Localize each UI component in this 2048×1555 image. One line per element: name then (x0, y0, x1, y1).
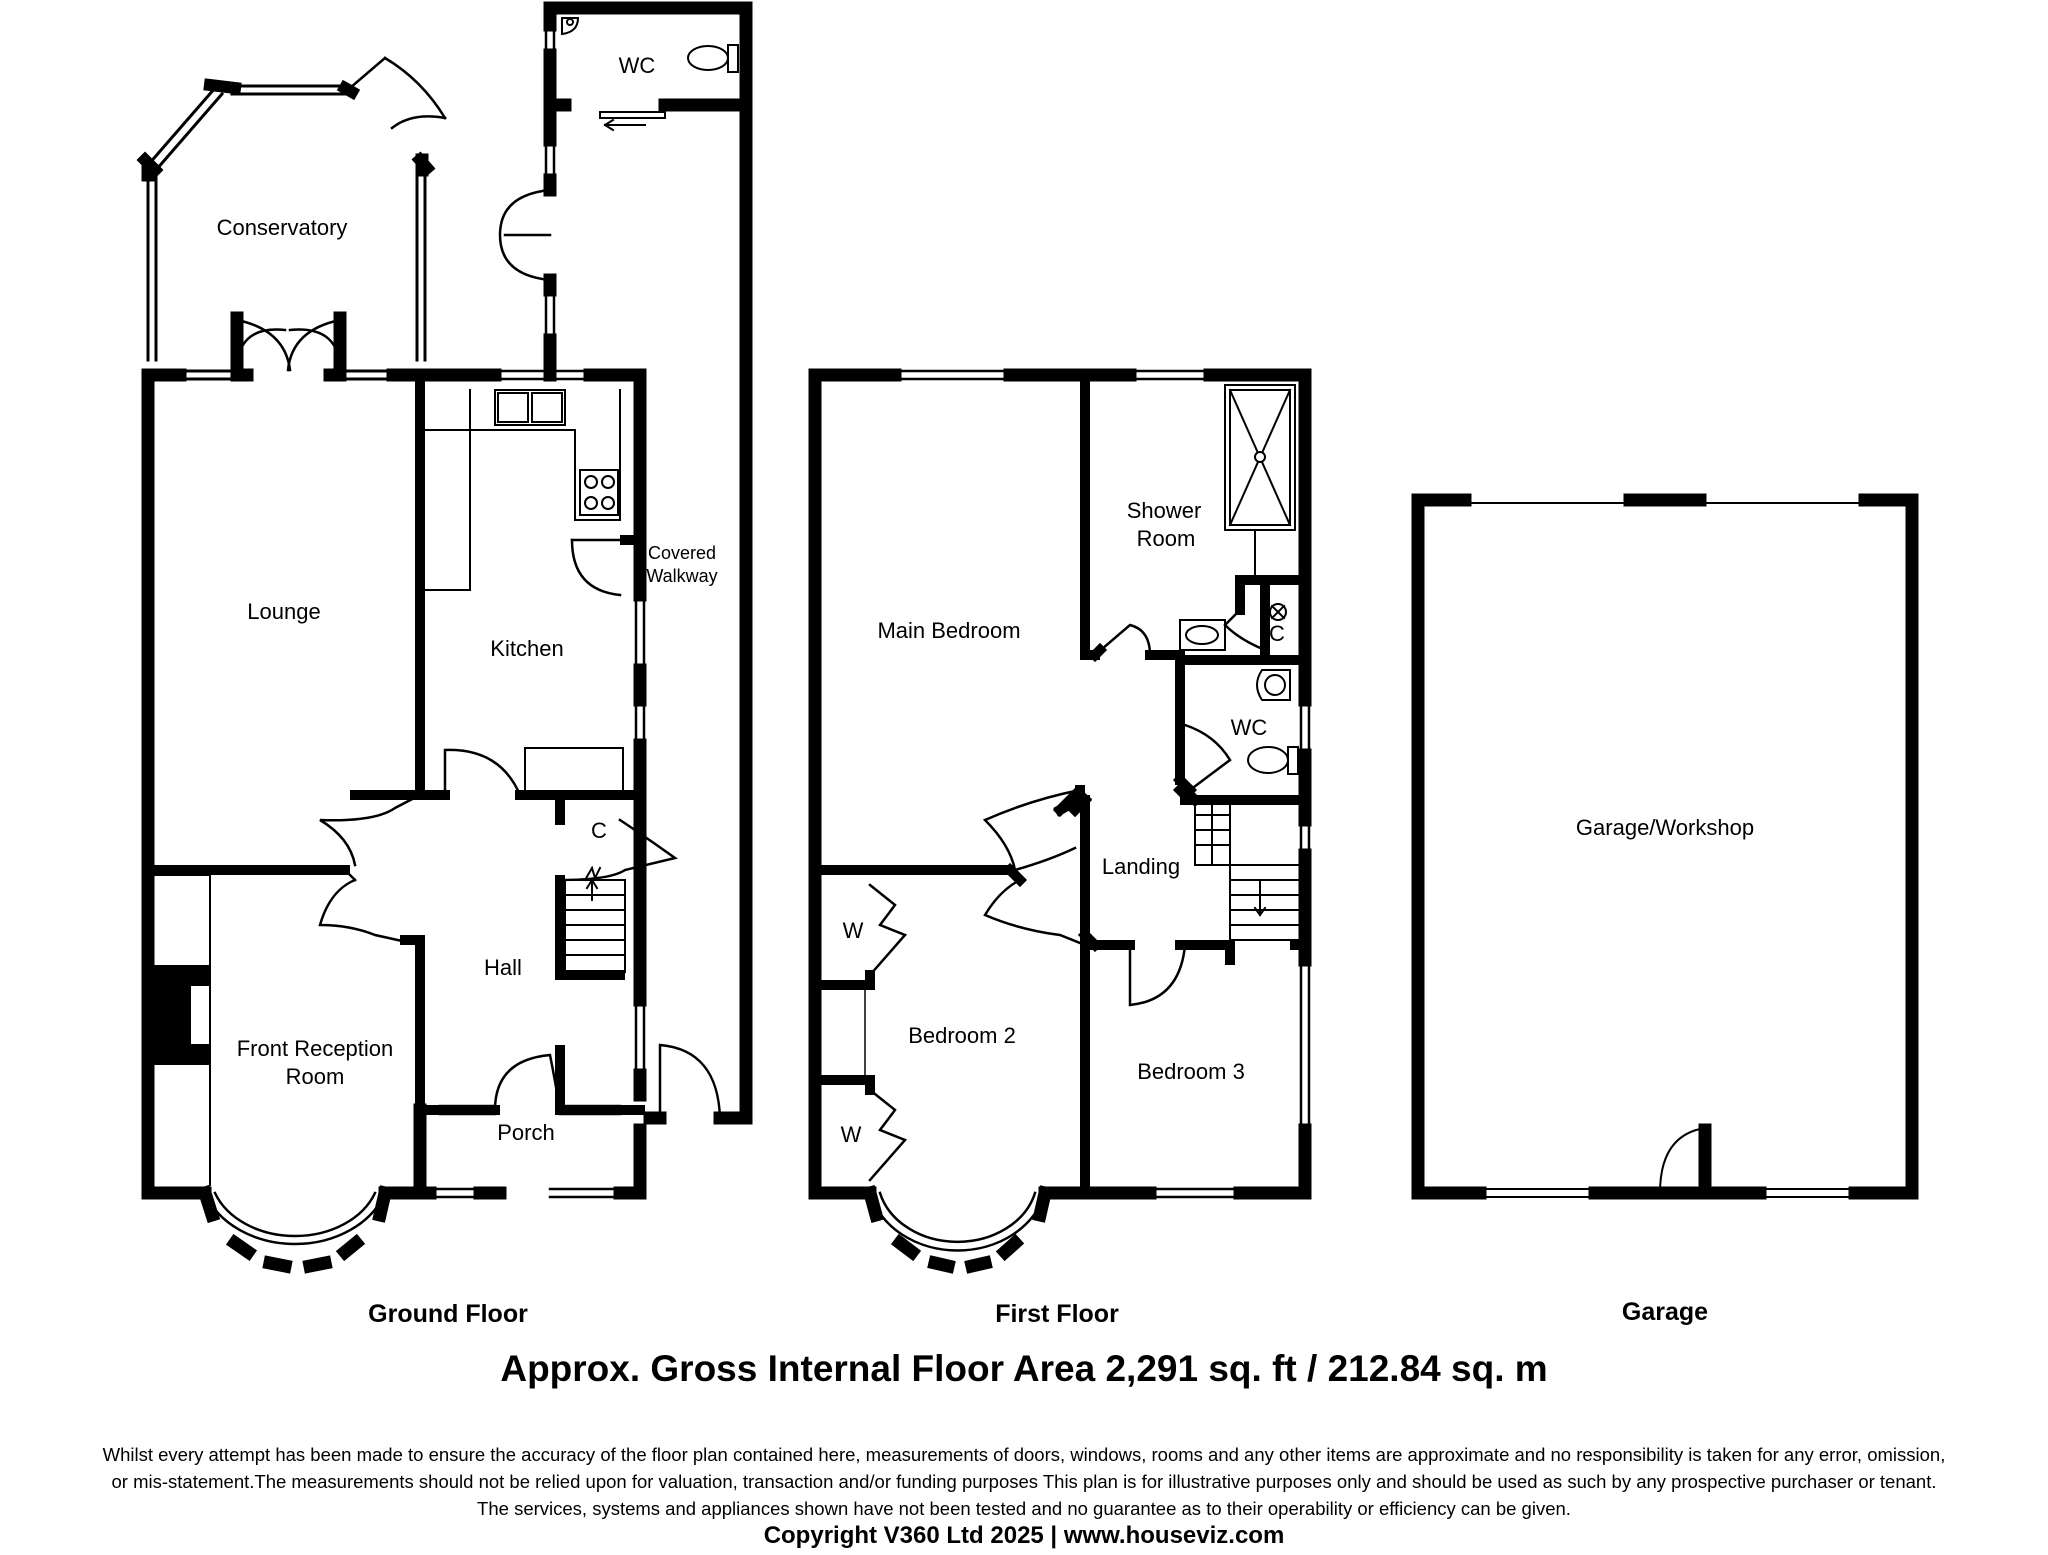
room-label-covered-walkway-line2: Walkway (646, 566, 718, 586)
disclaimer-line-1: Whilst every attempt has been made to ensure the accuracy of the floor plan contained here, measurements of doors, windows, rooms and any other items are approximate and no responsibility is taken for any error, omission, (102, 1444, 1946, 1465)
room-label-main-bedroom: Main Bedroom (877, 618, 1021, 643)
room-label-cupboard-ground: C (591, 818, 607, 843)
floor-label-first: First Floor (995, 1300, 1119, 1328)
room-label-kitchen: Kitchen (490, 636, 564, 661)
room-label-shower-room-line2: Room (1136, 526, 1196, 551)
disclaimer-line-2: or mis-statement.The measurements should not be relied upon for valuation, transaction and/or funding purposes This plan is for illustrative purposes only and should be used as such by any prospective purchaser or tenant. (111, 1471, 1937, 1492)
room-label-landing: Landing (1101, 854, 1181, 879)
room-label-shower-room-line1: Shower (1126, 498, 1202, 523)
room-label-wc-ground: WC (618, 53, 656, 78)
floor-label-ground: Ground Floor (368, 1300, 528, 1328)
room-label-front-reception-line1: Front Reception (236, 1036, 394, 1061)
room-label-wardrobe-2: W (840, 1122, 862, 1147)
room-label-bedroom-2: Bedroom 2 (908, 1023, 1016, 1048)
room-label-porch: Porch (497, 1120, 555, 1145)
gross-area-summary: Approx. Gross Internal Floor Area 2,291 sq. ft / 212.84 sq. m (500, 1348, 1548, 1389)
floor-label-garage: Garage (1621, 1298, 1709, 1326)
room-label-hall: Hall (484, 955, 522, 980)
room-label-covered-walkway-line1: Covered (647, 543, 717, 563)
room-label-wc-first: WC (1230, 715, 1268, 740)
ground-floor-plan (145, 8, 746, 1266)
room-label-garage-workshop: Garage/Workshop (1575, 815, 1755, 840)
disclaimer-line-3: The services, systems and appliances shown have not been tested and no guarantee as to their operability or efficiency can be given. (477, 1498, 1571, 1519)
room-label-bedroom-3: Bedroom 3 (1137, 1059, 1245, 1084)
room-label-lounge: Lounge (247, 599, 321, 624)
room-label-conservatory: Conservatory (216, 215, 348, 240)
room-label-cupboard-first: C (1269, 621, 1285, 646)
first-floor-plan (815, 371, 1309, 1266)
room-label-front-reception-line2: Room (285, 1064, 345, 1089)
room-label-wardrobe-1: W (842, 918, 864, 943)
garage-plan (1418, 500, 1912, 1197)
copyright-notice: Copyright V360 Ltd 2025 | www.houseviz.com (763, 1522, 1285, 1549)
